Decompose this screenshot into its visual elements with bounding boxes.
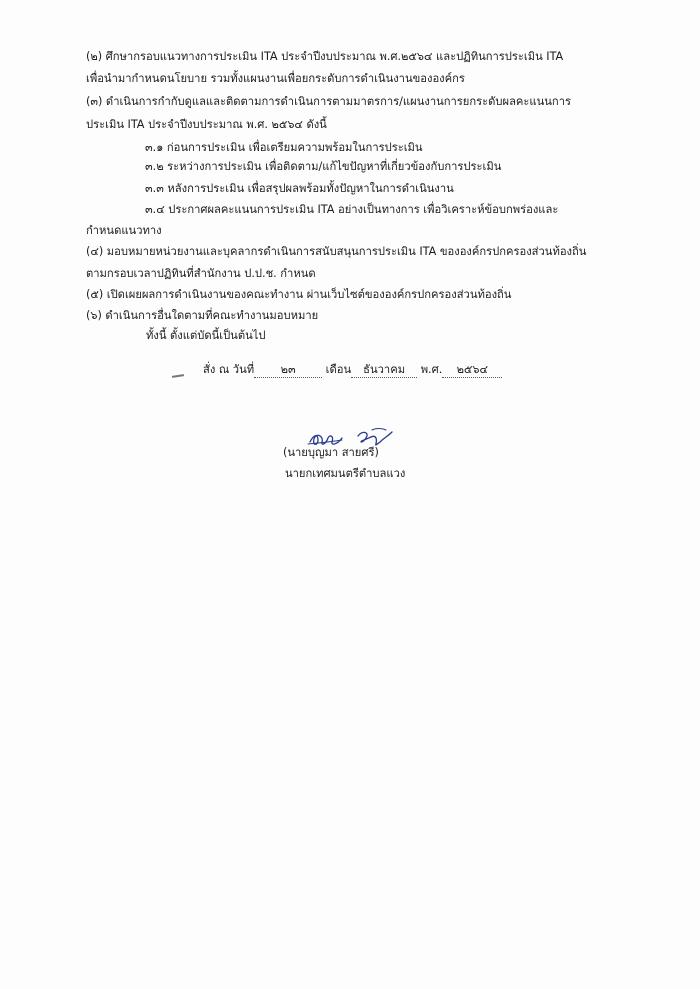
order-date-month: ธันวาคม xyxy=(351,363,417,378)
item-3-4-line-1: ๓.๔ ประกาศผลคะแนนการประเมิน ITA อย่างเป็นทางการ เพื่อวิเคราะห์ข้อบกพร่องและ xyxy=(145,203,559,216)
item-3-line-1: (๓) ดำเนินการกำกับดูแลและติดตามการดำเนินการตามมาตรการ/แผนงานการยกระดับผลคะแนนการ xyxy=(86,95,571,108)
item-2-line-1: (๒) ศึกษากรอบแนวทางการประเมิน ITA ประจำปีงบประมาณ พ.ศ.๒๕๖๔ และปฏิทินการประเมิน ITA xyxy=(86,50,564,63)
order-date-month-label: เดือน xyxy=(325,363,352,376)
order-date-prefix: สั่ง ณ วันที่ xyxy=(203,363,255,376)
item-3-4-line-2: กำหนดแนวทาง xyxy=(86,224,162,237)
effective-clause: ทั้งนี้ ตั้งแต่บัดนี้เป็นต้นไป xyxy=(146,329,266,342)
signer-name: (นายบุญมา สายศรี) xyxy=(283,446,379,459)
item-4-line-2: ตามกรอบเวลาปฏิทินที่สำนักงาน ป.ป.ช. กำหนด xyxy=(86,267,316,280)
order-date-year-label: พ.ศ. xyxy=(420,363,443,376)
item-5: (๕) เปิดเผยผลการดำเนินงานของคณะทำงาน ผ่านเว็บไซต์ขององค์กรปกครองส่วนท้องถิ่น xyxy=(86,288,512,301)
order-date-day: ๒๓ xyxy=(254,363,322,378)
item-2-line-2: เพื่อนำมากำหนดนโยบาย รวมทั้งแผนงานเพื่อยกระดับการดำเนินงานขององค์กร xyxy=(86,72,465,85)
item-3-3: ๓.๓ หลังการประเมิน เพื่อสรุปผลพร้อมทั้งปัญหาในการดำเนินงาน xyxy=(145,182,454,195)
item-3-2: ๓.๒ ระหว่างการประเมิน เพื่อติดตาม/แก้ไขปัญหาที่เกี่ยวข้องกับการประเมิน xyxy=(145,160,502,173)
item-3-line-2: ประเมิน ITA ประจำปีงบประมาณ พ.ศ. ๒๕๖๔ ดังนี้ xyxy=(86,118,327,131)
order-date-year: ๒๕๖๔ xyxy=(442,363,502,378)
item-6: (๖) ดำเนินการอื่นใดตามที่คณะทำงานมอบหมาย xyxy=(86,309,319,322)
signer-title: นายกเทศมนตรีตำบลแวง xyxy=(285,467,406,480)
order-date-row xyxy=(203,361,502,379)
item-3-1: ๓.๑ ก่อนการประเมิน เพื่อเตรียมความพร้อมในการประเมิน xyxy=(145,141,423,154)
item-4-line-1: (๔) มอบหมายหน่วยงานและบุคลากรดำเนินการสนับสนุนการประเมิน ITA ขององค์กรปกครองส่วนท้องถิ่น xyxy=(86,245,587,258)
stray-pen-mark xyxy=(172,374,184,378)
